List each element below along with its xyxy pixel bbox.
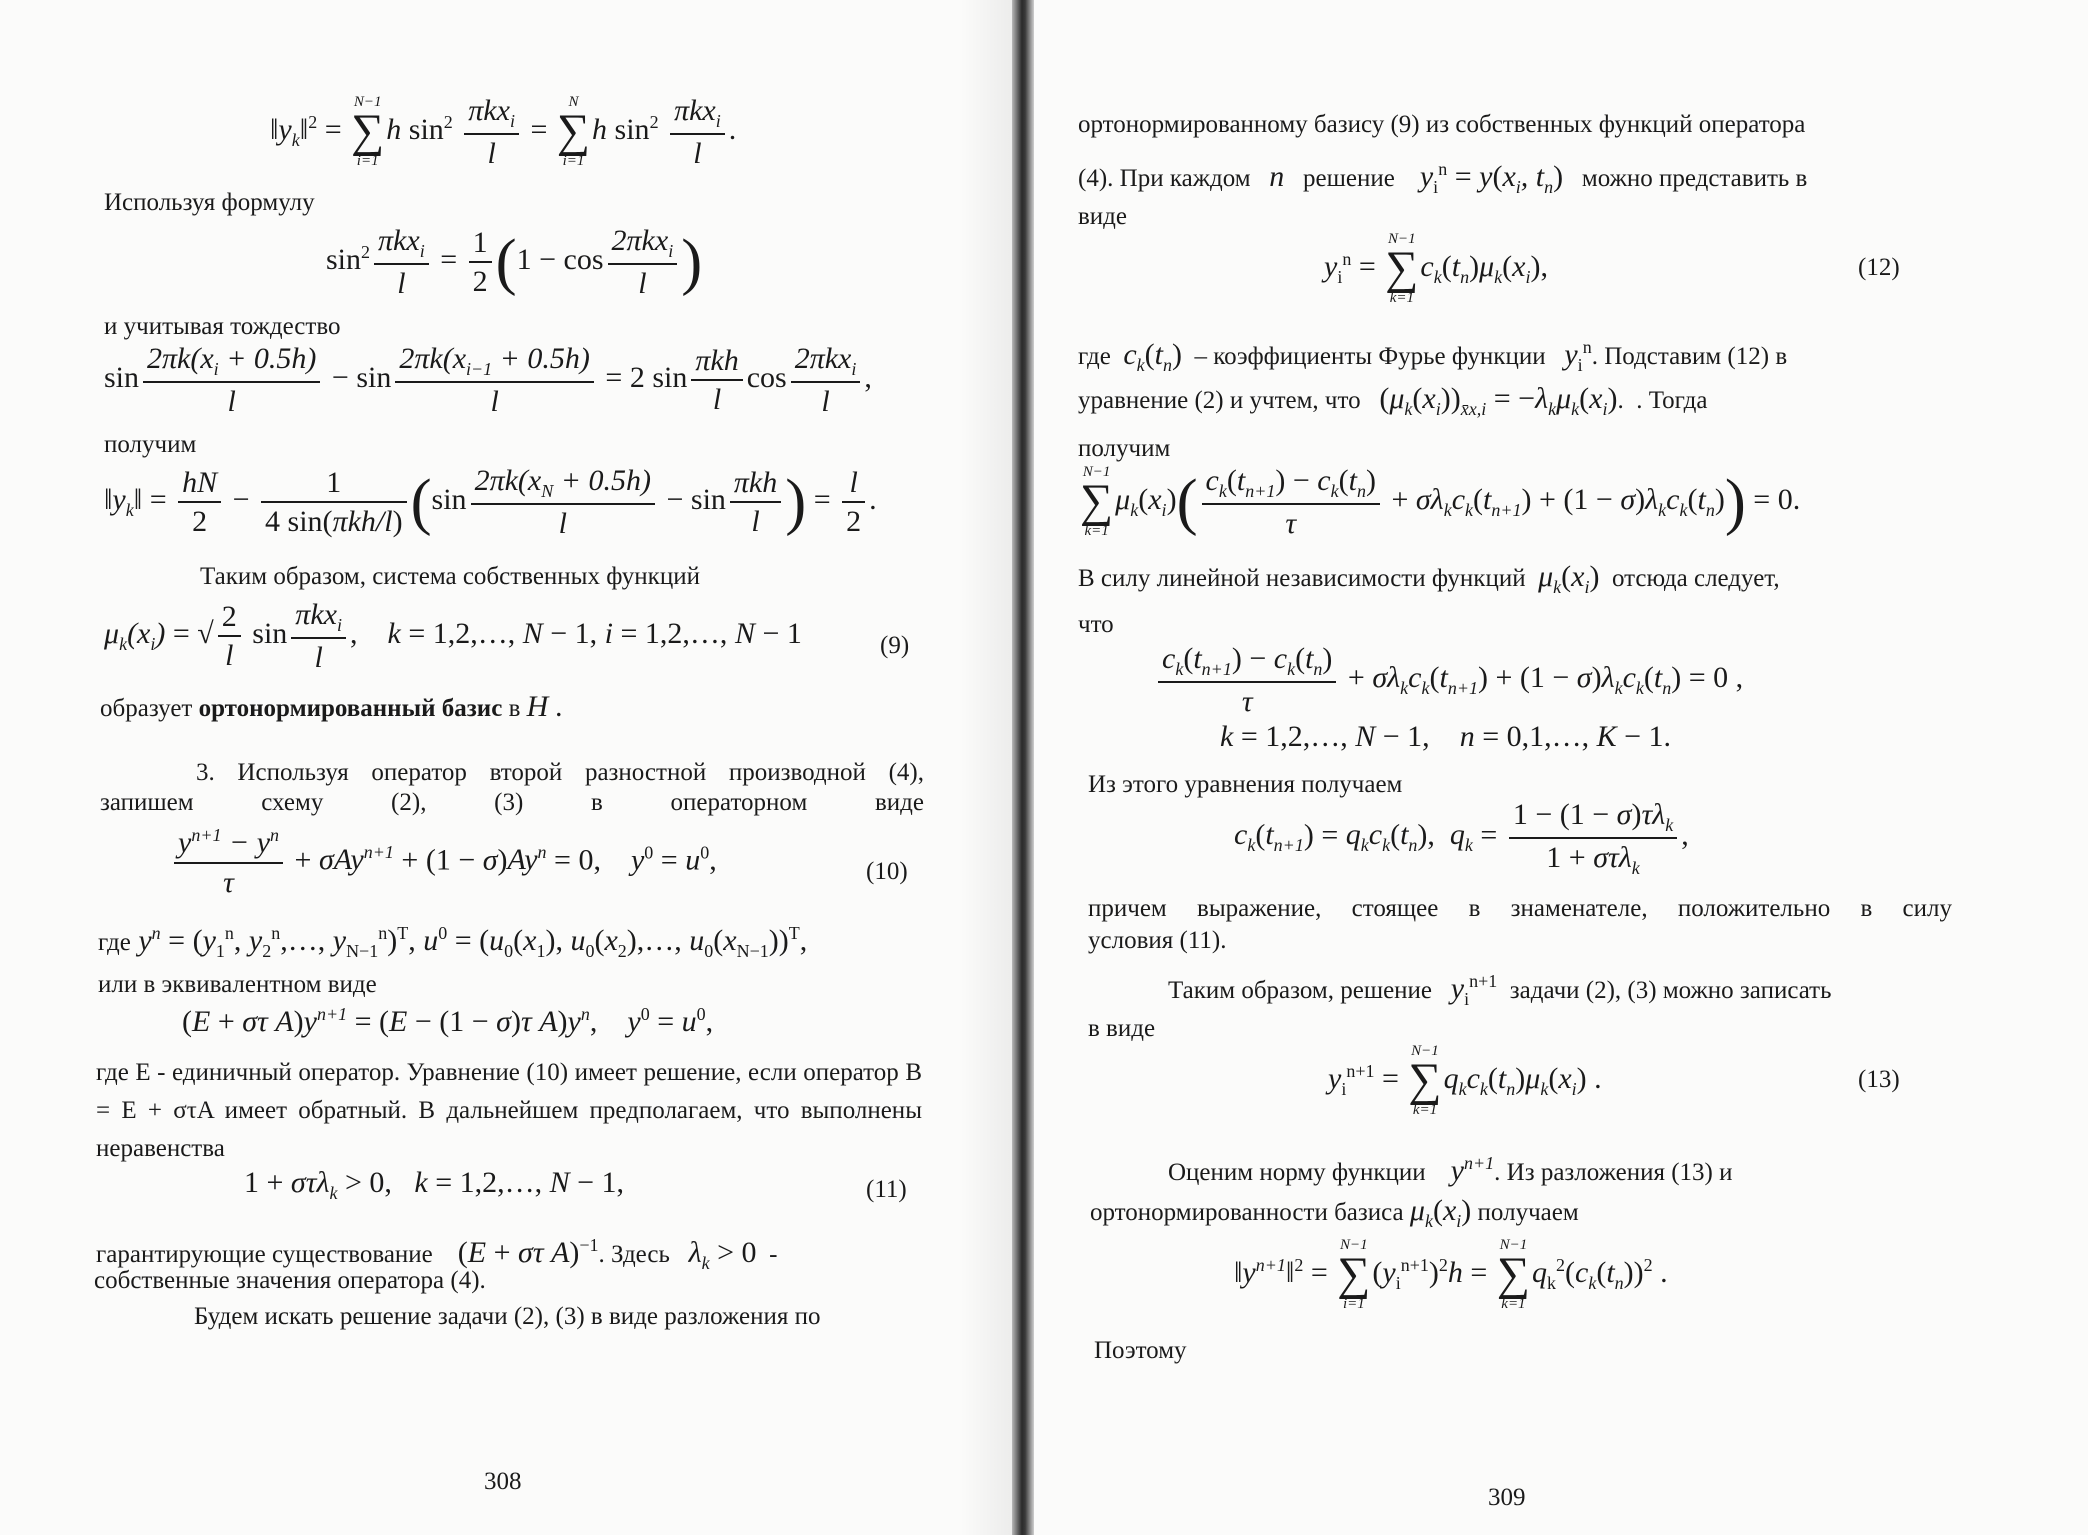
text-r-l6: В силу линейной независимости функций $\mu_k(x_i)$ отсюда следует, (1078, 560, 1780, 597)
expansion-equation-12: $y_i^n$ = N−1 ∑ k=1 $c_k(t_n)\mu_k(x_i)$, (1324, 231, 1548, 307)
inequality-11: 1 + στλ$_k$ > 0, k = 1,2,…, N − 1, (244, 1166, 625, 1203)
text-r-therefore: Поэтому (1094, 1337, 1187, 1364)
text-r-whereby-2: условия (11). (1088, 927, 1227, 954)
text-r-l4: где $c_k(t_n)$ – коэффициенты Фурье функции $y_i^n$. Подставим (12) в (1078, 337, 1788, 375)
text-or-equivalent: или в эквивалентном виде (98, 971, 377, 998)
text-r-estimate: Оценим норму функции $y^{n+1}$. Из разложения (13) и (1168, 1153, 1733, 1187)
recurrence-equation: $c_k(t_{n+1}) = q_kc_k(t_n)$, $q_k$ = $\frac{1 - (1 - \sigma)\tau\lambda_k}{1 + \sigma\tau\lambda_k}$ , (1234, 798, 1689, 878)
eigenfunction-equation: $\mu_k(x_i)$ = √ $\frac{2}{l}$ sin $\frac{\pi kx_i}{l}$ , k = 1,2,…, N − 1, i = 1,2,…, N − 1 (104, 598, 802, 674)
sin-square-formula: $\sin^2$ $\frac{\pi kx_i}{l}$ = $\frac{1}{2}$ (1 − cos $\frac{2\pi kx_i}{l}$ ) (326, 224, 703, 300)
scheme-equation-10: $\frac{y^{n+1} - y^n}{\tau}$ + $\sigma Ay^{n+1} + (1 - \sigma)Ay^n = 0$, $y^0 = u^0$, (170, 824, 717, 901)
eq-number-11: (11) (866, 1176, 907, 1203)
index-range: k = 1,2,…, N − 1, n = 0,1,…, K − 1. (1220, 720, 1672, 753)
text-r-l2: (4). При каждом n решение $y_i^n = y(x_i$, $t_n$) можно представить в (1078, 159, 1808, 197)
text-eigenvalues: собственные значения оператора (4). (94, 1267, 486, 1294)
page-number-left: 308 (484, 1468, 522, 1495)
text-r-from-eq: Из этого уравнения получаем (1088, 771, 1403, 798)
identity-equation: sin $\frac{2\pi k(x_i + 0.5h)}{l}$ − sin $\frac{2\pi k(x_{i-1} + 0.5h)}{l}$ = 2 sin $\frac{\text{πkh}}{l}$ cos $\frac{2\pi kx_i}{l}$ , (104, 342, 872, 418)
where-y-line: где $y^n = (y_1^n$, $y_2^n,\dots$, $y_{N-1}^n)^T$, $u^0 = (u_0(x_1)$, $u_0(x_2),\dots$, $u_0(x_{N-1}))^T$, (98, 923, 808, 961)
solution-equation-13: $y_i^{n+1}$ = N−1 ∑ k=1 $q_kc_k(t_n)\mu_k(x_i)$ . (1328, 1043, 1602, 1119)
text-using-formula: Используя формулу (104, 189, 315, 216)
text-thus-system: Таким образом, система собственных функций (200, 563, 700, 590)
eq-number-13: (13) (1858, 1066, 1900, 1093)
book-gutter (1012, 0, 1034, 1535)
gutter-shadow (960, 0, 1012, 1535)
paragraph-3: 3. Используя оператор второй разностной производной (4), запишем схему (2), (3) в операторном виде (100, 759, 924, 816)
page-number-right: 309 (1488, 1484, 1526, 1511)
text-seek-solution: Будем искать решение задачи (2), (3) в виде разложения по (194, 1303, 821, 1330)
text-we-get: получим (104, 431, 197, 458)
eq-number-10: (10) (866, 858, 908, 885)
text-r-we-get: получим (1078, 435, 1171, 462)
eq-number-12: (12) (1858, 254, 1900, 281)
text-r-in-form: в виде (1088, 1015, 1156, 1042)
text-r-l3: виде (1078, 203, 1127, 230)
text-r-thus: Таким образом, решение $y_i^{n+1}$ задачи (2), (3) можно записать (1168, 971, 1832, 1009)
equivalent-equation: (E + στ $A)y^{n+1} = (E - (1 - \sigma)\tau$ $A)y^n$, $y^0 = u^0$, (182, 1004, 714, 1038)
text-r-l5: уравнение (2) и учтем, что $(\mu_k(x_i))_{x̄x,i} = -\lambda_k\mu_k(x_i)$. . Тогда (1078, 382, 1708, 419)
text-r-that: что (1078, 611, 1114, 638)
left-page (0, 0, 1012, 1535)
text-r-whereby-1: причем выражение, стоящее в знаменателе, положительно в силу (1088, 895, 1952, 922)
norm-estimate-equation: $‖y^{n+1}‖^2$ = N−1 ∑ i=1 $(y_i^{n+1})^2h$ = N−1 ∑ k=1 $q_k^2(c_k(t_n))^2$ . (1234, 1237, 1668, 1313)
guarantee-line: гарантирующие существование (E + στ A)$^{-1}$. Здесь $\lambda_k > 0$ - (96, 1235, 778, 1273)
substituted-equation: N−1 ∑ k=1 $\mu_k(x_i)$( $\frac{c_k(t_{n+1}) - c_k(t_n)}{\tau}$ + $\sigma\lambda_kc_k(t_{n+1}) + (1 - \sigma)\lambda_kc_k(t_n)) = 0$. (1080, 463, 1801, 540)
norm-result-equation: $‖y_k‖$ = $\frac{hN}{2}$ − $\frac{1}{\text{4 sin(πkh/l)}}$ (sin $\frac{2\pi k(x_N + 0.5h)}{l}$ − sin $\frac{\text{πkh}}{l}$ ) = $\frac{l}{2}$ . (104, 464, 877, 540)
right-page (1034, 0, 2088, 1535)
coefficient-equation: $\frac{c_k(t_{n+1}) - c_k(t_n)}{\tau}$ + $\sigma\lambda_kc_k(t_{n+1}) + (1 - \sigma)\lambda_kc_k(t_n) = 0$ , (1154, 640, 1743, 720)
eq-number-9: (9) (880, 632, 910, 659)
text-forms-basis: образует ортонормированный базис в H . (100, 690, 564, 723)
paragraph-where-E: где E - единичный оператор. Уравнение (10) имеет решение, если оператор B = E + στA имеет обратный. В дальнейшем предполагаем, что выполнены неравенства (96, 1059, 922, 1162)
norm-equation: $‖y_k‖^2$ = N−1 ∑ i=1 h $\sin^2$ $\frac{\pi kx_i}{l}$ = N ∑ i=1 h $\sin^2$ $\frac{\pi kx_i}{l}$ . (270, 93, 737, 170)
text-given-identity: и учитывая тождество (104, 313, 341, 340)
text-r-l1: ортонормированному базису (9) из собственных функций оператора (1078, 111, 1806, 138)
text-r-ortho: ортонормированности базиса $\mu_k(x_i)$ получаем (1090, 1194, 1579, 1231)
